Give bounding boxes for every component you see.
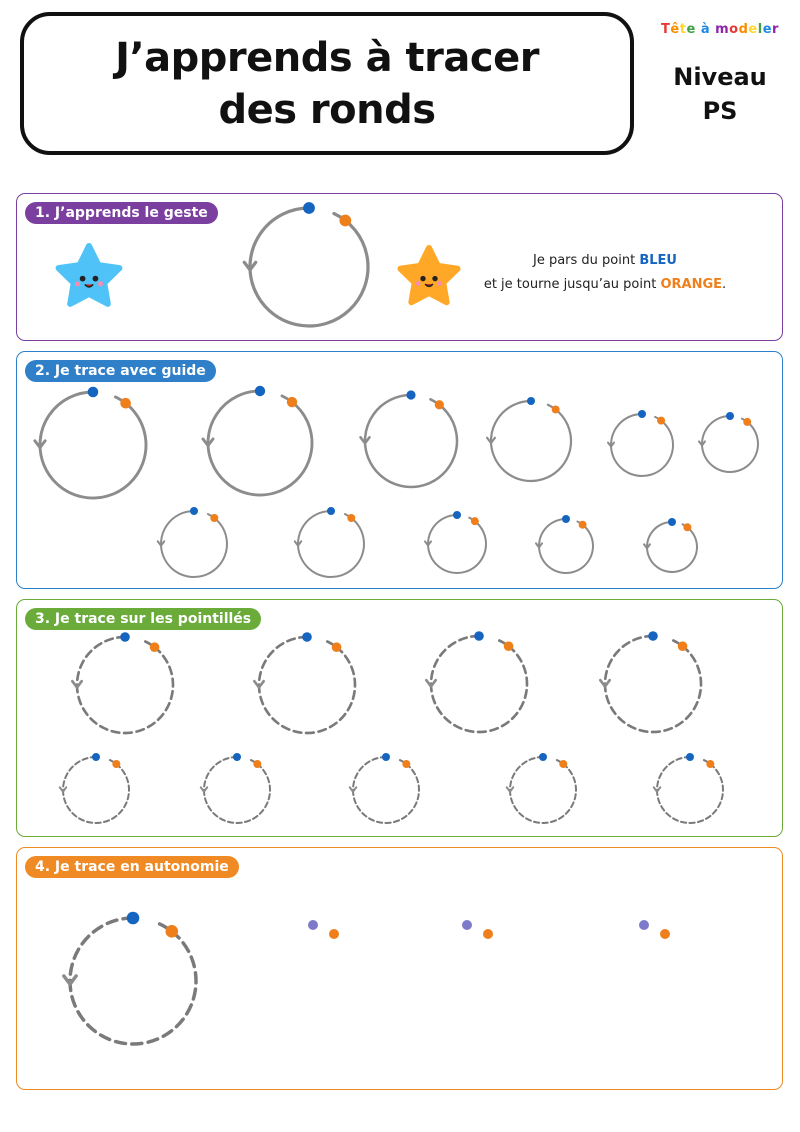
title-line-1: J’apprends à tracer	[115, 34, 539, 81]
dotted-circle-guide	[353, 757, 419, 823]
orange-end-dot	[660, 929, 670, 939]
orange-end-dot	[210, 514, 218, 522]
blue-star-icon	[59, 246, 120, 304]
dotted-circle-guide	[204, 757, 270, 823]
dotted-circle-guide	[510, 757, 576, 823]
level-word: Niveau	[673, 63, 767, 91]
circle-guide	[298, 511, 364, 577]
dotted-circle-guide	[70, 918, 196, 1044]
section-1-label: 1. J’apprends le geste	[25, 202, 218, 224]
brand-letter: t	[679, 22, 687, 37]
blue-start-dot	[539, 753, 547, 761]
orange-end-dot	[743, 418, 751, 426]
purple-start-dot	[639, 920, 649, 930]
blue-start-dot	[120, 632, 130, 642]
brand-letter: ê	[670, 22, 680, 37]
brand-letter: d	[738, 22, 749, 37]
dotted-circle-guide	[657, 757, 723, 823]
orange-end-dot	[706, 760, 714, 768]
blue-start-dot	[92, 753, 100, 761]
blue-start-dot	[648, 631, 658, 641]
orange-end-dot	[402, 760, 410, 768]
orange-star-eye-left	[420, 276, 425, 281]
blue-start-dot	[303, 202, 315, 214]
blue-star-cheek-left	[75, 281, 80, 286]
orange-star-cheek-left	[416, 281, 421, 286]
orange-end-dot	[683, 523, 691, 531]
purple-start-dot	[308, 920, 318, 930]
orange-end-dot	[253, 760, 261, 768]
purple-start-dot	[462, 920, 472, 930]
orange-end-dot	[435, 400, 444, 409]
brand-letter: à	[700, 22, 711, 37]
blue-start-dot	[88, 387, 99, 398]
blue-star-cheek-right	[98, 281, 103, 286]
blue-start-dot	[453, 511, 461, 519]
orange-end-dot	[657, 417, 665, 425]
circle-guide	[40, 392, 146, 498]
circle-guide	[250, 208, 368, 326]
orange-end-dot	[332, 642, 342, 652]
dotted-circle-guide	[431, 636, 527, 732]
blue-star-eye-right	[93, 276, 99, 282]
blue-start-dot	[382, 753, 390, 761]
dotted-circle-guide	[259, 637, 355, 733]
orange-star-mouth	[425, 284, 433, 286]
circle-guide	[491, 401, 571, 481]
circle-guide	[365, 395, 457, 487]
orange-end-dot	[329, 929, 339, 939]
level-value: PS	[702, 97, 738, 125]
blue-start-dot	[255, 386, 265, 396]
brand-letter: m	[715, 22, 730, 37]
dotted-circle-guide	[605, 636, 701, 732]
section-3-label: 3. Je trace sur les pointillés	[25, 608, 261, 630]
blue-start-dot	[562, 515, 570, 523]
blue-start-dot	[190, 507, 198, 515]
orange-end-dot	[339, 215, 351, 227]
brand-letter: e	[686, 22, 696, 37]
brand-letter: l	[757, 22, 763, 37]
orange-star-icon	[400, 248, 457, 302]
orange-end-dot	[483, 929, 493, 939]
circle-guide	[208, 391, 312, 495]
brand-letter: r	[772, 22, 779, 37]
instruction-end: .	[722, 277, 727, 292]
orange-end-dot	[504, 641, 514, 651]
blue-word: BLEU	[639, 253, 677, 268]
instruction-text-1: Je pars du point	[533, 253, 640, 268]
brand-letter: T	[661, 22, 671, 37]
orange-end-dot	[559, 760, 567, 768]
blue-start-dot	[127, 912, 140, 925]
blue-start-dot	[668, 518, 676, 526]
blue-start-dot	[686, 753, 694, 761]
dotted-circle-guide	[77, 637, 173, 733]
orange-end-dot	[471, 517, 479, 525]
blue-start-dot	[327, 507, 335, 515]
blue-start-dot	[726, 412, 734, 420]
orange-end-dot	[120, 398, 131, 409]
circle-guide	[161, 511, 227, 577]
orange-star-eye-right	[432, 276, 437, 281]
orange-end-dot	[579, 521, 587, 529]
brand-letter: o	[729, 22, 739, 37]
orange-end-dot	[552, 405, 560, 413]
brand-letter: e	[748, 22, 758, 37]
orange-end-dot	[347, 514, 355, 522]
blue-start-dot	[233, 753, 241, 761]
blue-star-eye-left	[80, 276, 86, 282]
blue-start-dot	[474, 631, 484, 641]
blue-star-mouth	[85, 284, 93, 287]
section-2-label: 2. Je trace avec guide	[25, 360, 216, 382]
blue-start-dot	[302, 632, 312, 642]
instruction-text-2: et je tourne jusqu’au point	[483, 277, 661, 292]
title-line-2: des ronds	[218, 86, 436, 133]
orange-end-dot	[150, 642, 160, 652]
orange-end-dot	[678, 641, 688, 651]
blue-start-dot	[406, 390, 415, 399]
section-4-label: 4. Je trace en autonomie	[25, 856, 239, 878]
blue-start-dot	[638, 410, 646, 418]
orange-star-cheek-right	[437, 281, 442, 286]
brand-letter: e	[762, 22, 773, 37]
orange-word: ORANGE	[660, 277, 723, 292]
orange-end-dot	[165, 925, 178, 938]
blue-start-dot	[527, 397, 535, 405]
dotted-circle-guide	[63, 757, 129, 823]
orange-end-dot	[287, 397, 297, 407]
orange-end-dot	[112, 760, 120, 768]
